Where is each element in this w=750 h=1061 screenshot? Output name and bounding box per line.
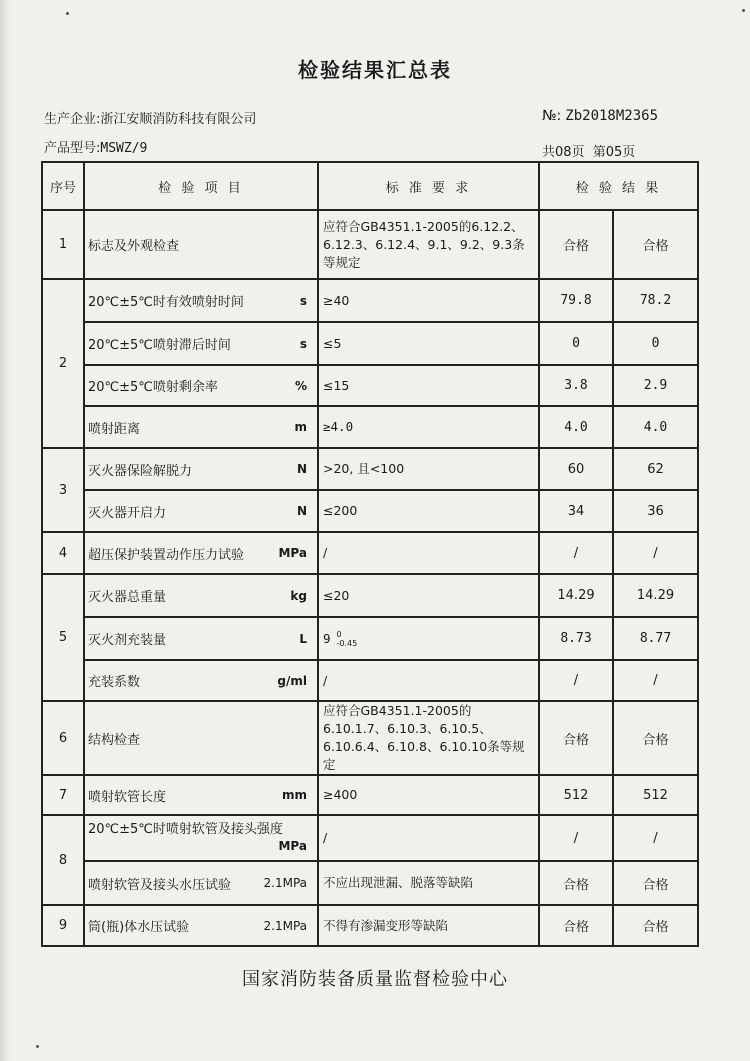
- item-label: 20℃±5℃喷射滞后时间: [88, 338, 231, 353]
- row-number: 5: [42, 574, 84, 701]
- table-row: [42, 905, 698, 946]
- item-unit: MPa: [278, 838, 307, 853]
- tolerance-upper: 0: [336, 629, 342, 639]
- requirement: 不应出现泄漏、脱落等缺陷: [318, 861, 539, 905]
- requirement: ≥400: [318, 775, 539, 815]
- row-number: 7: [42, 775, 84, 815]
- table-row: [42, 210, 698, 279]
- document-title: 检验结果汇总表: [298, 58, 452, 82]
- item-unit: %: [294, 378, 307, 393]
- item-unit: s: [299, 336, 307, 351]
- table-header-row: [42, 162, 698, 210]
- result-2: 4.0: [613, 406, 698, 448]
- item-unit: m: [294, 420, 307, 434]
- requirement: ≥4.0: [318, 406, 539, 448]
- result-2: 2.9: [613, 365, 698, 406]
- requirement: 不得有渗漏变形等缺陷: [318, 905, 539, 946]
- requirement: [318, 617, 539, 660]
- model-label: 产品型号:: [44, 141, 101, 156]
- row-number: 9: [42, 905, 84, 946]
- item-label: 灭火器保险解脱力: [88, 463, 193, 479]
- item-label: 喷射距离: [88, 421, 141, 437]
- result-1: 合格: [539, 701, 613, 775]
- result-2: /: [613, 660, 698, 701]
- model-line: [44, 137, 147, 156]
- result-2: 0: [613, 322, 698, 365]
- item-name: [84, 701, 318, 775]
- result-1: 3.8: [539, 365, 613, 406]
- item-name: [84, 322, 318, 365]
- header-no: 序号: [42, 162, 84, 210]
- result-1: /: [539, 532, 613, 574]
- pages-current: 第05页: [592, 145, 636, 160]
- item-name: [84, 660, 318, 701]
- row-number: 1: [42, 210, 84, 279]
- issuer-footer: 国家消防装备质量监督检验中心: [242, 969, 508, 990]
- row-number: 8: [42, 815, 84, 905]
- table-row: [42, 365, 698, 406]
- item-unit: s: [299, 293, 307, 308]
- results-table: [41, 161, 699, 947]
- item-name: [84, 279, 318, 322]
- result-1: /: [539, 660, 613, 701]
- result-1: /: [539, 815, 613, 861]
- result-1: 79.8: [539, 279, 613, 322]
- result-1: 34: [539, 490, 613, 532]
- item-label: 超压保护装置动作压力试验: [88, 547, 245, 563]
- report-number: [542, 108, 662, 124]
- item-label: 20℃±5℃时有效喷射时间: [88, 295, 244, 310]
- result-1: 60: [539, 448, 613, 490]
- item-unit: N: [296, 462, 307, 476]
- table-row: [42, 279, 698, 322]
- requirement: >20, 且<100: [318, 448, 539, 490]
- item-name: [84, 815, 318, 861]
- result-1: 合格: [539, 861, 613, 905]
- item-name: [84, 365, 318, 406]
- header-result: 检 验 结 果: [539, 162, 698, 210]
- table-row: [42, 406, 698, 448]
- table-row: [42, 448, 698, 490]
- item-name: [84, 775, 318, 815]
- row-number: 4: [42, 532, 84, 574]
- item-label: 灭火器总重量: [88, 590, 167, 605]
- item-name: [84, 574, 318, 617]
- result-1: 0: [539, 322, 613, 365]
- item-name: [84, 861, 318, 905]
- result-2: 8.77: [613, 617, 698, 660]
- result-1: 4.0: [539, 406, 613, 448]
- requirement: ≤15: [318, 365, 539, 406]
- result-1: 8.73: [539, 617, 613, 660]
- item-label: 灭火剂充装量: [88, 633, 167, 648]
- result-2: 36: [613, 490, 698, 532]
- item-label: 充装系数: [88, 675, 141, 690]
- header-item: 检 验 项 目: [84, 162, 318, 210]
- table-row: [42, 532, 698, 574]
- table-row: [42, 660, 698, 701]
- result-2: 合格: [613, 905, 698, 946]
- paper-speck: [66, 12, 69, 15]
- result-2: 合格: [613, 210, 698, 279]
- header-requirement: 标 准 要 求: [318, 162, 539, 210]
- requirement: /: [318, 815, 539, 861]
- item-unit: N: [296, 504, 307, 518]
- fill-tolerance: [337, 631, 358, 648]
- result-1: 合格: [539, 905, 613, 946]
- report-number-value: Zb2018M2365: [565, 108, 658, 124]
- fill-nominal: 9: [323, 630, 331, 646]
- requirement: 应符合GB4351.1-2005的6.10.1.7、6.10.3、6.10.5、6.10.6.4、6.10.8、6.10.10条等规定: [318, 701, 539, 775]
- item-label: 结构检查: [88, 732, 141, 748]
- item-label: 20℃±5℃时喷射软管及接头强度: [88, 821, 283, 837]
- pages-total: 共08页: [542, 145, 585, 160]
- result-1: 合格: [539, 210, 613, 279]
- item-unit: 2.1MPa: [263, 876, 307, 890]
- company-name: 浙江安顺消防科技有限公司: [100, 112, 257, 127]
- company-line: [44, 108, 256, 127]
- requirement: ≤200: [318, 490, 539, 532]
- item-name: [84, 448, 318, 490]
- item-unit: mm: [281, 788, 307, 802]
- result-2: /: [613, 815, 698, 861]
- item-name: [84, 210, 318, 279]
- report-number-label: №:: [542, 108, 562, 124]
- result-2: /: [613, 532, 698, 574]
- item-label: 标志及外观检查: [88, 239, 180, 254]
- item-label: 20℃±5℃喷射剩余率: [88, 380, 218, 395]
- item-unit: 2.1MPa: [263, 918, 307, 933]
- table-row: [42, 861, 698, 905]
- table-row: [42, 322, 698, 365]
- table-row: [42, 815, 698, 861]
- result-2: 14.29: [613, 574, 698, 617]
- result-2: 512: [613, 775, 698, 815]
- table-row: [42, 775, 698, 815]
- requirement: ≥40: [318, 279, 539, 322]
- item-name: [84, 490, 318, 532]
- paper-speck: [36, 1045, 39, 1048]
- paper-speck: [742, 9, 745, 12]
- requirement: /: [318, 532, 539, 574]
- requirement: ≤5: [318, 322, 539, 365]
- result-2: 62: [613, 448, 698, 490]
- table-row: [42, 617, 698, 660]
- result-1: 512: [539, 775, 613, 815]
- item-name: [84, 905, 318, 946]
- item-label: 喷射软管及接头水压试验: [88, 877, 232, 893]
- item-unit: g/ml: [277, 673, 307, 688]
- item-unit: L: [299, 631, 307, 646]
- result-2: 合格: [613, 861, 698, 905]
- item-unit: kg: [290, 588, 307, 603]
- company-label: 生产企业:: [44, 112, 101, 127]
- item-label: 灭火器开启力: [88, 505, 167, 521]
- requirement: ≤20: [318, 574, 539, 617]
- page-edge-shadow: [0, 0, 10, 1061]
- table-row: [42, 574, 698, 617]
- row-number: 3: [42, 448, 84, 532]
- item-label: 喷射软管长度: [88, 789, 167, 805]
- item-unit: MPa: [278, 546, 307, 560]
- requirement: 应符合GB4351.1-2005的6.12.2、6.12.3、6.12.4、9.1、9.2、9.3条等规定: [318, 210, 539, 279]
- model-value: MSWZ/9: [100, 141, 148, 156]
- tolerance-lower: -0.45: [336, 638, 358, 648]
- table-row: [42, 701, 698, 775]
- requirement: /: [318, 660, 539, 701]
- page-info: [542, 141, 639, 160]
- item-name: [84, 532, 318, 574]
- table-row: [42, 490, 698, 532]
- item-label: 筒(瓶)体水压试验: [88, 920, 190, 935]
- result-2: 合格: [613, 701, 698, 775]
- row-number: 2: [42, 279, 84, 448]
- item-name: [84, 406, 318, 448]
- result-2: 78.2: [613, 279, 698, 322]
- item-name: [84, 617, 318, 660]
- row-number: 6: [42, 701, 84, 775]
- result-1: 14.29: [539, 574, 613, 617]
